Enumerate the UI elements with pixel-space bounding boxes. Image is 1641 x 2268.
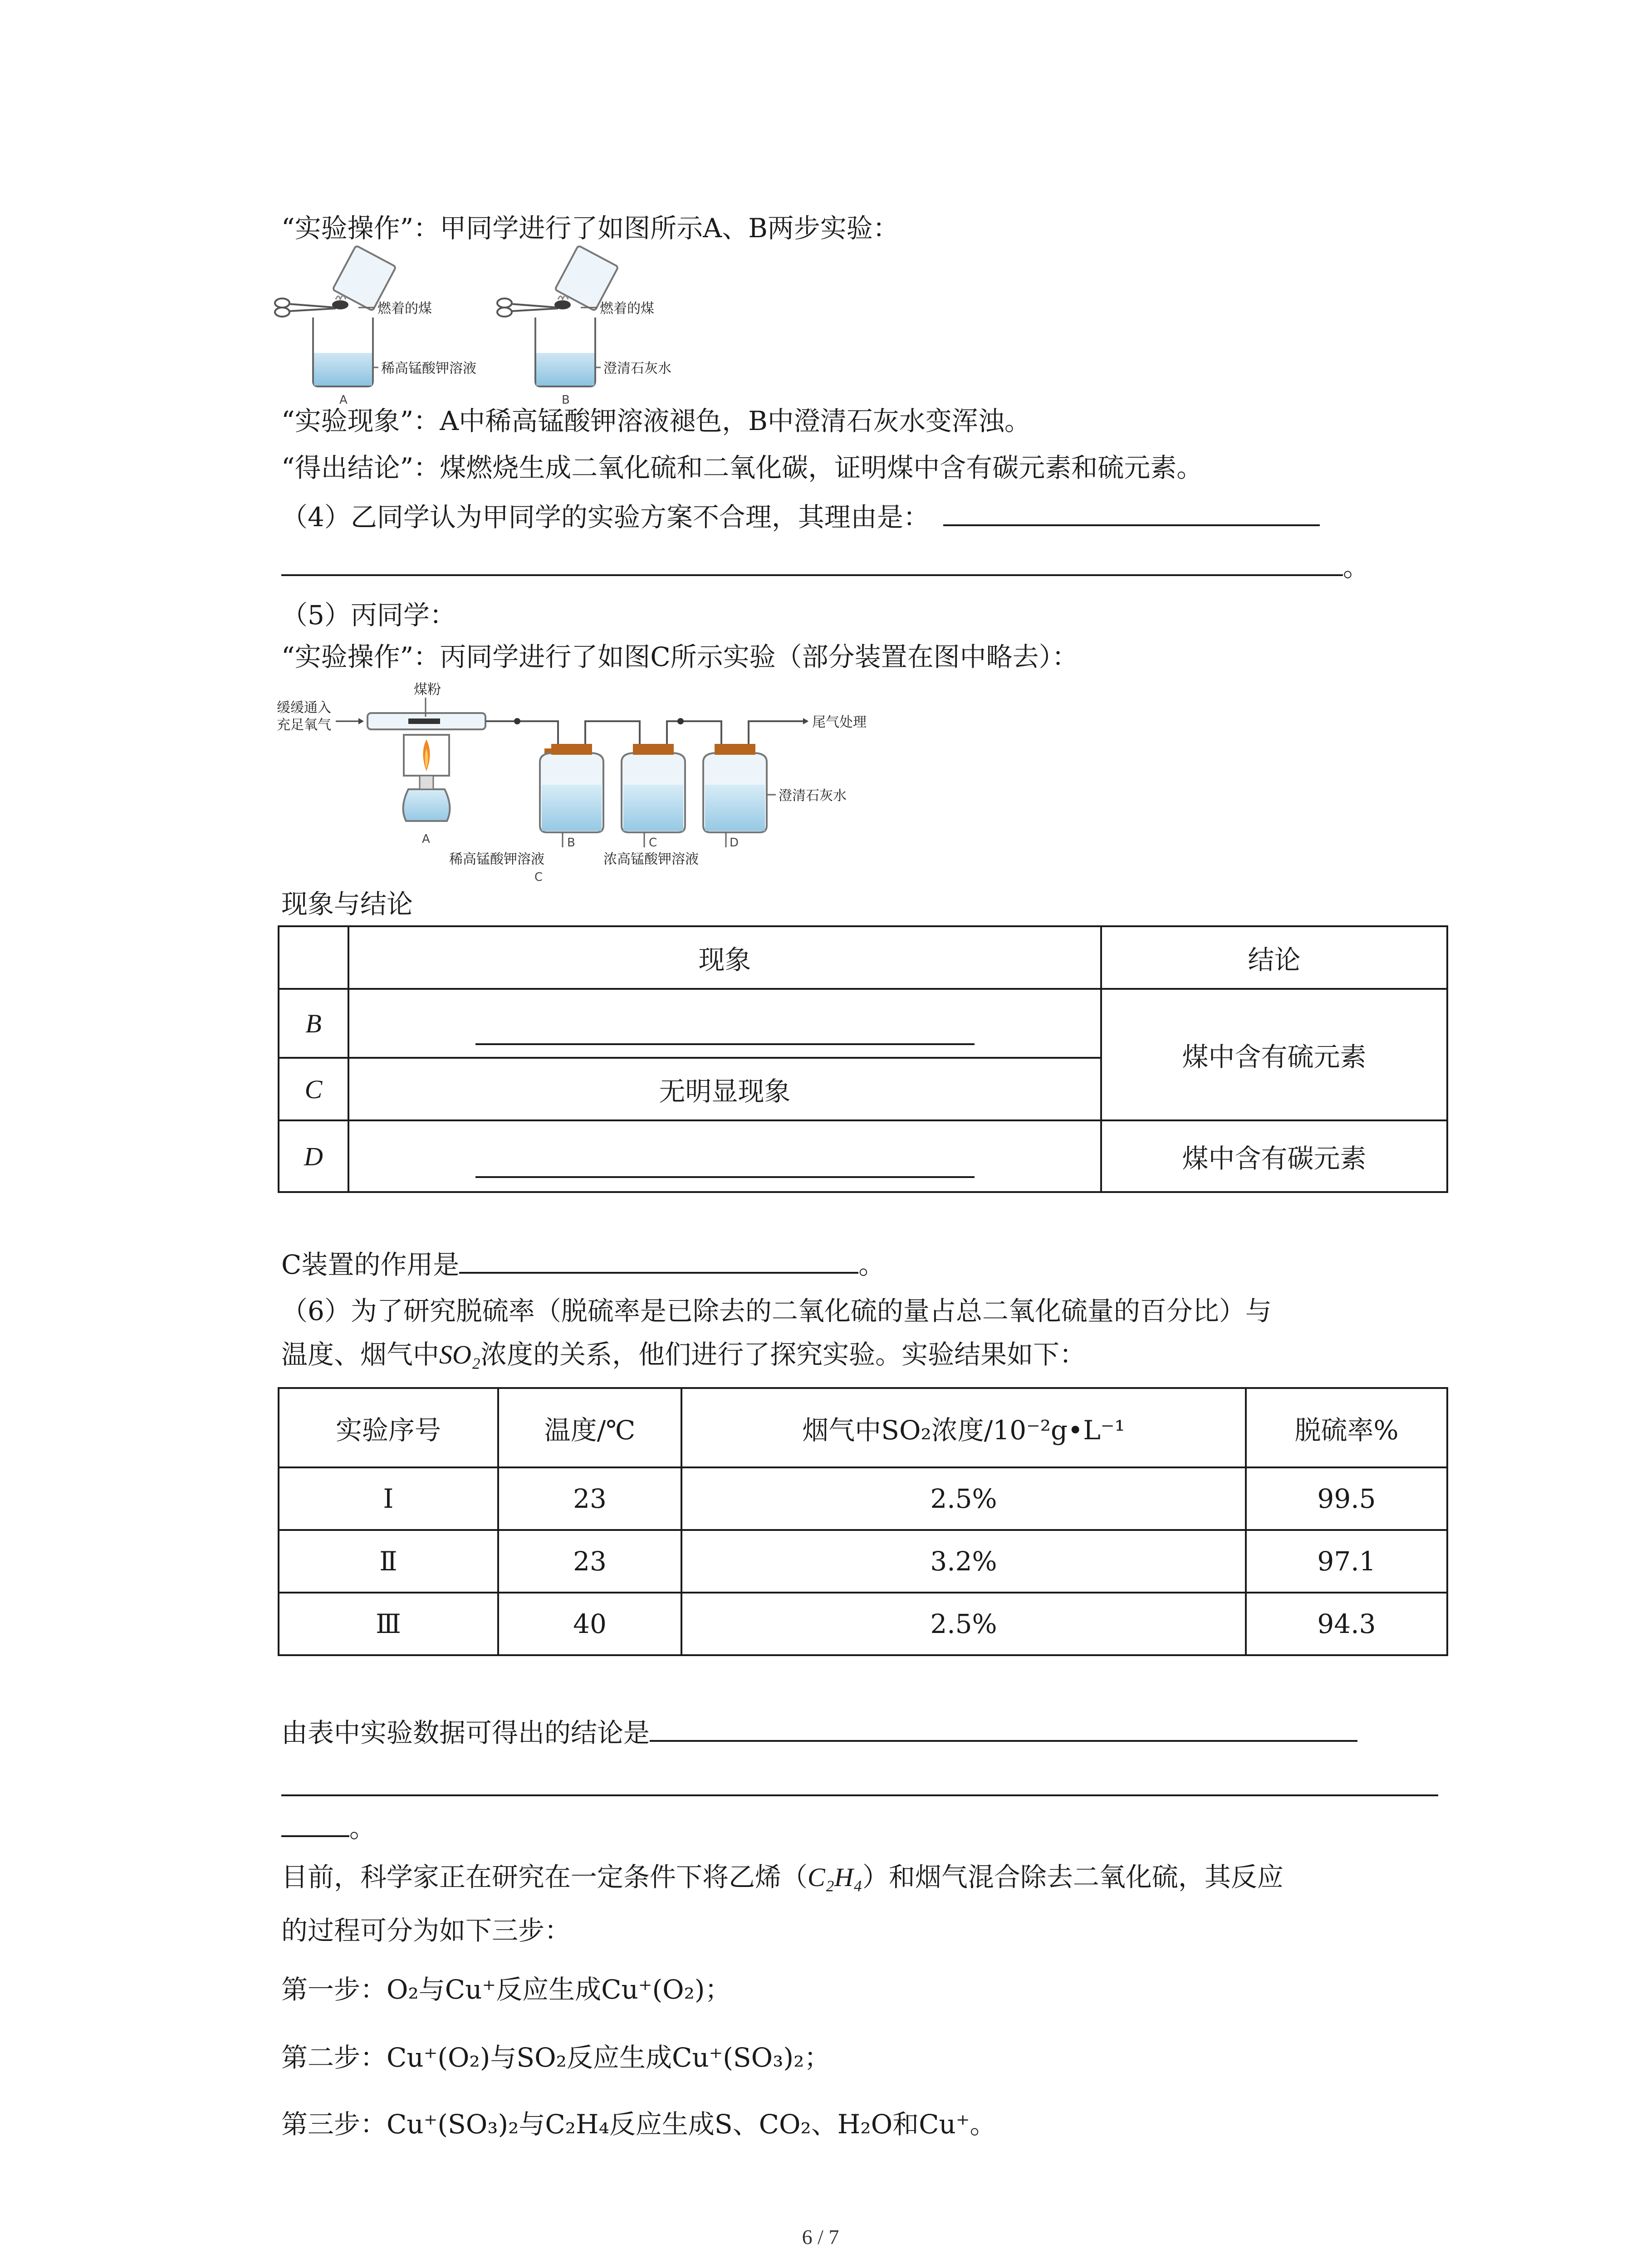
paragraph-phenomenon: “实验现象”：A中稀高锰酸钾溶液褪色，B中澄清石灰水变浑浊。: [281, 406, 1031, 436]
label-dilute-kmno4: 稀高锰酸钾溶液: [449, 851, 544, 867]
question-4-end: 。: [1343, 552, 1370, 582]
exp-cell-rate-2: 97.1: [1246, 1530, 1447, 1593]
label-solution-a: 稀高锰酸钾溶液: [381, 361, 476, 376]
question-6-line2: [281, 1337, 1086, 1372]
exp-cell-rate-1: 99.5: [1246, 1467, 1447, 1530]
exp-header-rate: 脱硫率%: [1246, 1388, 1447, 1467]
question-6-line1: （6）为了研究脱硫率（脱硫率是已除去的二氧化硫的量占总二氧化硫量的百分比）与: [281, 1295, 1272, 1326]
observation-title: 现象与结论: [281, 889, 413, 919]
answer-blank-table-conclusion[interactable]: [650, 1715, 1357, 1742]
coal-powder: [408, 719, 440, 724]
question-4-text: （4）乙同学认为甲同学的实验方案不合理，其理由是：: [281, 502, 930, 533]
label-a: A: [339, 393, 348, 407]
figure-apparatus-c: [272, 676, 867, 885]
answer-blank-c-role[interactable]: [459, 1246, 858, 1274]
obs-row-label-b: B: [279, 989, 348, 1058]
exp-cell-conc-3: 2.5%: [681, 1593, 1246, 1655]
answer-blank-table-conclusion-line3[interactable]: [281, 1810, 349, 1837]
paragraph-operation-ab: “实验操作”：甲同学进行了如图所示A、B两步实验：: [281, 213, 899, 244]
bottle-b: [540, 744, 603, 832]
obs-phenomenon-b: [348, 989, 1101, 1058]
table-conclusion: [281, 1715, 1357, 1750]
q6-line2-post: 浓度的关系，他们进行了探究实验。实验结果如下：: [480, 1339, 1086, 1370]
obs-phenomenon-c: 无明显现象: [348, 1058, 1101, 1120]
experiment-table: [278, 1387, 1448, 1656]
c-device-role-end: 。: [858, 1249, 885, 1280]
exp-cell-conc-2: 3.2%: [681, 1530, 1246, 1593]
current-research-line1: [281, 1860, 1283, 1895]
exp-cell-temp-3: 40: [498, 1593, 681, 1655]
label-coal-powder: 煤粉: [414, 682, 441, 698]
obs-row-label-c: C: [279, 1058, 348, 1120]
label-burning-coal-a: 燃着的煤: [377, 301, 432, 317]
paragraph-conclusion: “得出结论”：煤燃烧生成二氧化硫和二氧化碳，证明煤中含有碳元素和硫元素。: [281, 452, 1203, 483]
exp-cell-conc-1: 2.5%: [681, 1467, 1246, 1530]
exp-cell-id-2: Ⅱ: [279, 1530, 498, 1593]
table-conclusion-end-line: [281, 1810, 376, 1845]
answer-blank-phenomenon-d[interactable]: [475, 1151, 975, 1178]
table-conclusion-text: 由表中实验数据可得出的结论是: [281, 1717, 650, 1748]
paragraph-operation-c: “实验操作”：丙同学进行了如图C所示实验（部分装置在图中略去）：: [281, 641, 1078, 672]
table-conclusion-continued: [281, 1769, 1438, 1804]
answer-blank-q4[interactable]: [943, 499, 1320, 526]
label-concentrated-kmno4: 浓高锰酸钾溶液: [603, 851, 699, 867]
reaction-step-3: 第三步：Cu⁺(SO₃)₂与C₂H₄反应生成S、CO₂、H₂O和Cu⁺。: [281, 2109, 996, 2140]
beaker-a: [275, 245, 476, 407]
current1-pre: 目前，科学家正在研究在一定条件下将乙烯（: [281, 1862, 808, 1892]
obs-conclusion-bc: 煤中含有硫元素: [1101, 989, 1447, 1120]
question-4: [281, 499, 1320, 534]
formula-c2h4: C₂H₄: [808, 1862, 862, 1892]
exp-header-id: 实验序号: [279, 1388, 498, 1467]
label-b: B: [562, 393, 570, 407]
label-exhaust: 尾气处理: [812, 714, 867, 730]
exp-cell-temp-2: 23: [498, 1530, 681, 1593]
label-solution-b: 澄清石灰水: [603, 361, 671, 376]
question-4-continued: [281, 549, 1369, 584]
exp-cell-temp-1: 23: [498, 1467, 681, 1530]
label-lamp-a: A: [422, 832, 430, 846]
page-number: 6 / 7: [802, 2225, 839, 2248]
label-bottle-d: D: [730, 836, 739, 850]
current1-post: ）和烟气混合除去二氧化硫，其反应: [862, 1862, 1283, 1892]
obs-header-phenomenon: 现象: [348, 926, 1101, 989]
bottle-d: [703, 744, 767, 832]
label-burning-coal-b: 燃着的煤: [600, 301, 654, 317]
label-bottle-c: C: [649, 836, 657, 850]
label-oxygen-line2: 充足氧气: [277, 717, 331, 733]
answer-blank-q4-line2[interactable]: [281, 549, 1343, 576]
figure-experiment-ab: [272, 254, 726, 408]
c-device-role-text: C装置的作用是: [281, 1249, 460, 1280]
label-group-c: C: [534, 870, 543, 884]
q6-line2-pre: 温度、烟气中: [281, 1339, 440, 1370]
exp-header-so2-concentration: 烟气中SO₂浓度/10⁻²g•L⁻¹: [681, 1388, 1246, 1467]
label-bottle-b: B: [567, 836, 575, 850]
table-conclusion-end: 。: [349, 1813, 376, 1843]
exp-cell-rate-3: 94.3: [1246, 1593, 1447, 1655]
bottle-c: [622, 744, 685, 832]
exp-header-temperature: 温度/℃: [498, 1388, 681, 1467]
beaker-b: [497, 245, 671, 407]
current-research-line2: 的过程可分为如下三步：: [281, 1915, 571, 1946]
answer-blank-phenomenon-b[interactable]: [475, 1018, 975, 1045]
alcohol-lamp-a: [403, 735, 450, 821]
q6-so2: SO₂: [439, 1340, 481, 1369]
observation-table: [278, 925, 1448, 1193]
obs-header-conclusion: 结论: [1101, 926, 1447, 989]
reaction-step-1: 第一步：O₂与Cu⁺反应生成Cu⁺(O₂)；: [281, 1974, 731, 2005]
obs-header-blank: [279, 926, 348, 989]
label-limewater: 澄清石灰水: [779, 788, 847, 804]
c-device-role: [281, 1246, 885, 1282]
obs-row-label-d: D: [279, 1120, 348, 1192]
exp-cell-id-3: Ⅲ: [279, 1593, 498, 1655]
question-5: （5）丙同学：: [281, 600, 456, 631]
label-oxygen-line1: 缓缓通入: [277, 700, 331, 716]
obs-conclusion-d: 煤中含有碳元素: [1101, 1120, 1447, 1192]
exp-cell-id-1: Ⅰ: [279, 1467, 498, 1530]
obs-phenomenon-d: [348, 1120, 1101, 1192]
reaction-step-2: 第二步：Cu⁺(O₂)与SO₂反应生成Cu⁺(SO₃)₂；: [281, 2042, 831, 2073]
answer-blank-table-conclusion-line2[interactable]: [281, 1769, 1438, 1796]
